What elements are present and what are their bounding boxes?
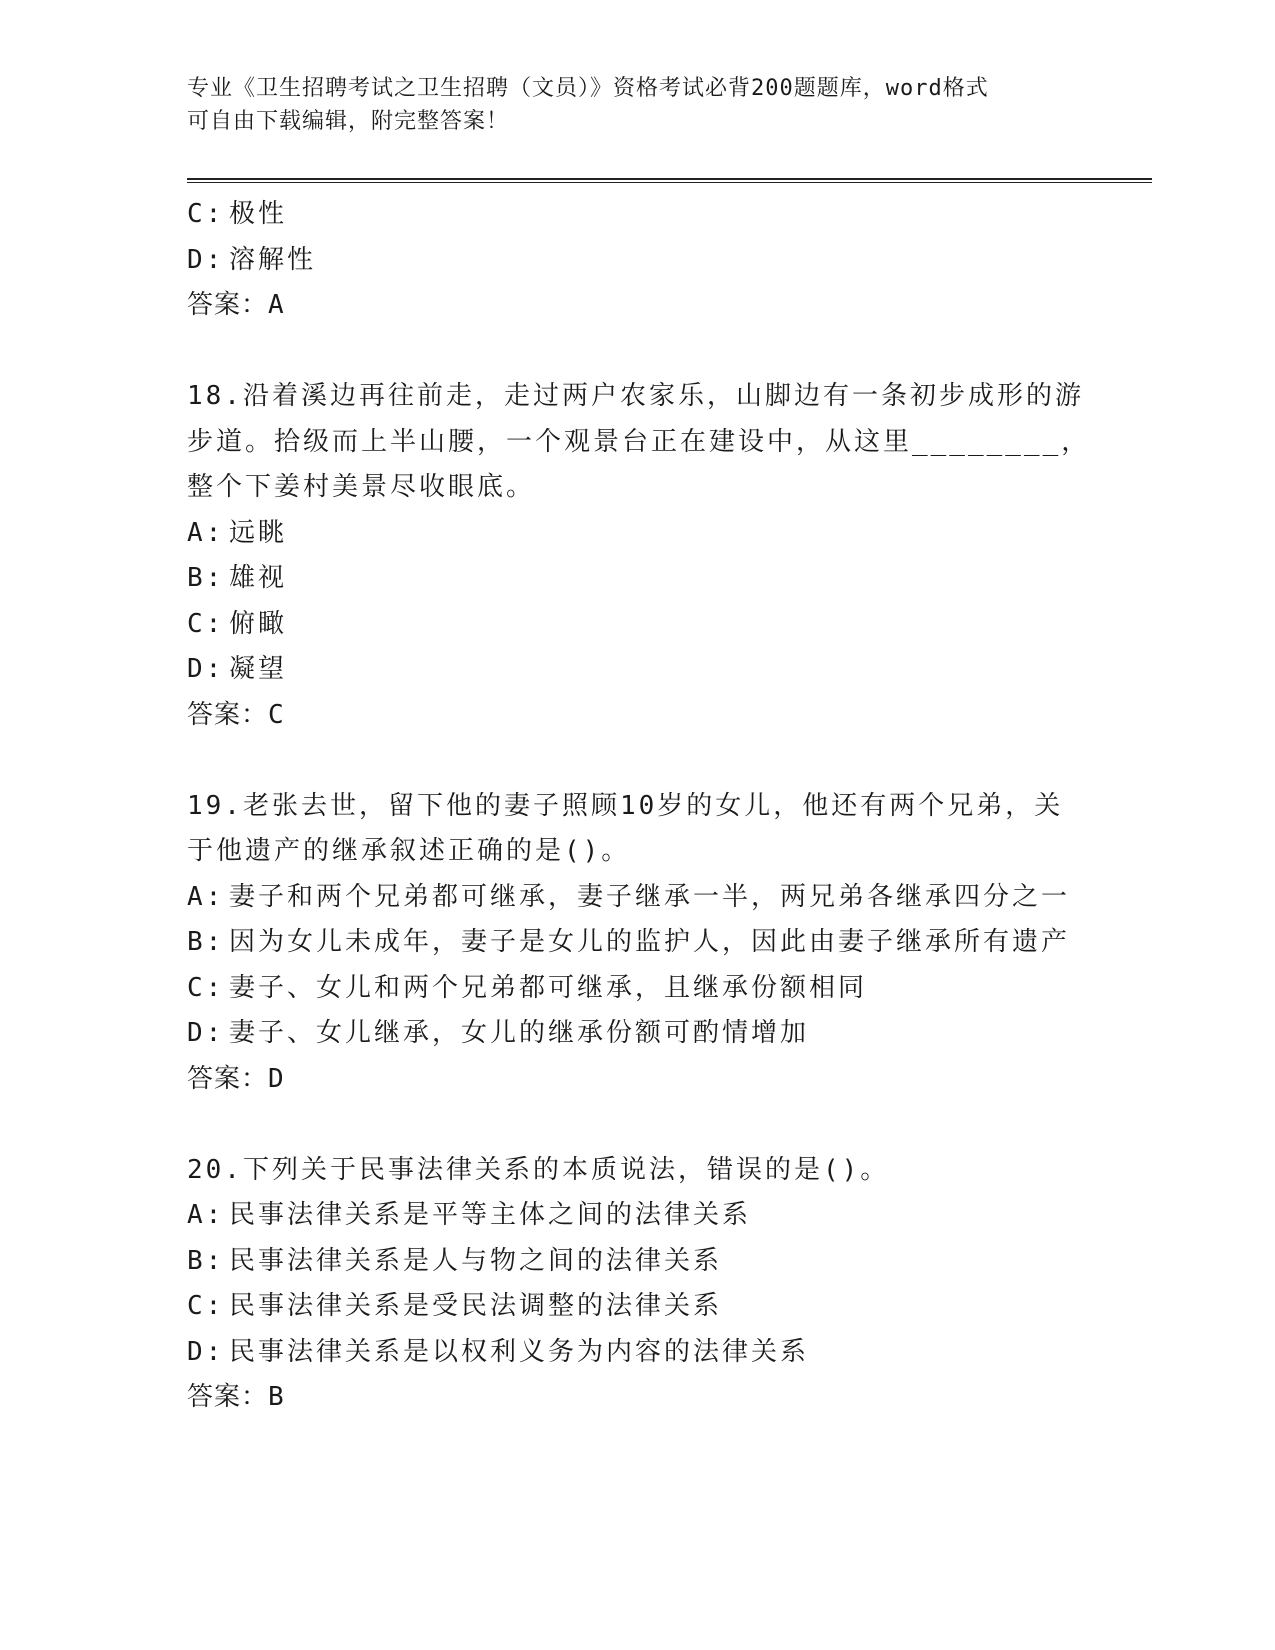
question-17-tail	[187, 192, 1087, 329]
option-text: 民事法律关系是平等主体之间的法律关系	[229, 1200, 752, 1230]
option-a	[187, 1193, 1087, 1239]
spacer	[187, 738, 1087, 784]
option-text: 妻子、女儿继承，女儿的继承份额可酌情增加	[229, 1018, 810, 1048]
answer-line: 答案：B	[187, 1382, 285, 1412]
answer-line: 答案：C	[187, 699, 285, 730]
question-stem-line: 整个下姜村美景尽收眼底。	[187, 472, 536, 502]
option-c	[187, 1284, 1087, 1330]
question-stem-line: 18.沿着溪边再往前走，走过两户农家乐，山脚边有一条初步成形的游	[187, 381, 1084, 411]
option-a	[187, 875, 1087, 921]
option-text: 民事法律关系是以权利义务为内容的法律关系	[229, 1336, 810, 1367]
question-stem-line: 20.下列关于民事法律关系的本质说法，错误的是()。	[187, 1154, 890, 1185]
option-d	[187, 238, 1087, 284]
option-text: 雄视	[229, 563, 288, 593]
option-key: A:	[187, 1200, 225, 1230]
option-b	[187, 1239, 1087, 1285]
answer-line: 答案：D	[187, 1063, 285, 1094]
option-d	[187, 647, 1087, 693]
option-c	[187, 192, 1087, 238]
option-c	[187, 966, 1087, 1012]
question-stem-line: 步道。拾级而上半山腰，一个观景台正在建设中，从这里________，	[187, 426, 1091, 457]
option-key: D:	[187, 244, 225, 275]
option-key: C:	[187, 199, 225, 229]
option-key: C:	[187, 1291, 225, 1321]
spacer	[187, 1102, 1087, 1148]
option-text: 溶解性	[229, 244, 317, 275]
question-18	[187, 374, 1091, 738]
option-key: D:	[187, 654, 225, 684]
page-header	[187, 72, 1087, 138]
spacer	[187, 329, 1087, 375]
header-line-1: 专业《卫生招聘考试之卫生招聘（文员）》资格考试必背200题题库，word格式	[187, 76, 989, 101]
question-stem-line: 19.老张去世，留下他的妻子照顾10岁的女儿，他还有两个兄弟，关	[187, 790, 1064, 821]
answer-line: 答案：A	[187, 290, 285, 320]
option-a	[187, 511, 1087, 557]
option-key: D:	[187, 1018, 225, 1048]
option-text: 远眺	[229, 517, 288, 548]
option-key: D:	[187, 1336, 225, 1367]
option-b	[187, 556, 1087, 602]
option-key: C:	[187, 608, 225, 639]
question-20	[187, 1148, 1087, 1421]
question-stem-line: 于他遗产的继承叙述正确的是()。	[187, 836, 631, 866]
question-content	[187, 192, 1091, 1421]
option-text: 凝望	[229, 654, 288, 684]
option-text: 民事法律关系是受民法调整的法律关系	[229, 1291, 723, 1321]
option-key: B:	[187, 1245, 225, 1276]
option-key: A:	[187, 881, 225, 912]
option-key: C:	[187, 972, 225, 1003]
header-line-2: 可自由下载编辑，附完整答案！	[187, 109, 510, 134]
option-c	[187, 602, 1087, 648]
option-d	[187, 1011, 1087, 1057]
option-text: 妻子和两个兄弟都可继承，妻子继承一半，两兄弟各继承四分之一	[229, 881, 1071, 912]
question-19	[187, 784, 1087, 1103]
header-rule	[187, 178, 1152, 183]
option-key: A:	[187, 517, 225, 548]
option-text: 极性	[229, 199, 288, 229]
option-text: 因为女儿未成年，妻子是女儿的监护人，因此由妻子继承所有遗产	[229, 927, 1071, 957]
option-text: 妻子、女儿和两个兄弟都可继承，且继承份额相同	[229, 972, 868, 1003]
option-d	[187, 1330, 1087, 1376]
option-text: 民事法律关系是人与物之间的法律关系	[229, 1245, 723, 1276]
option-key: B:	[187, 927, 225, 957]
option-text: 俯瞰	[229, 608, 288, 639]
option-key: B:	[187, 563, 225, 593]
option-b	[187, 920, 1087, 966]
